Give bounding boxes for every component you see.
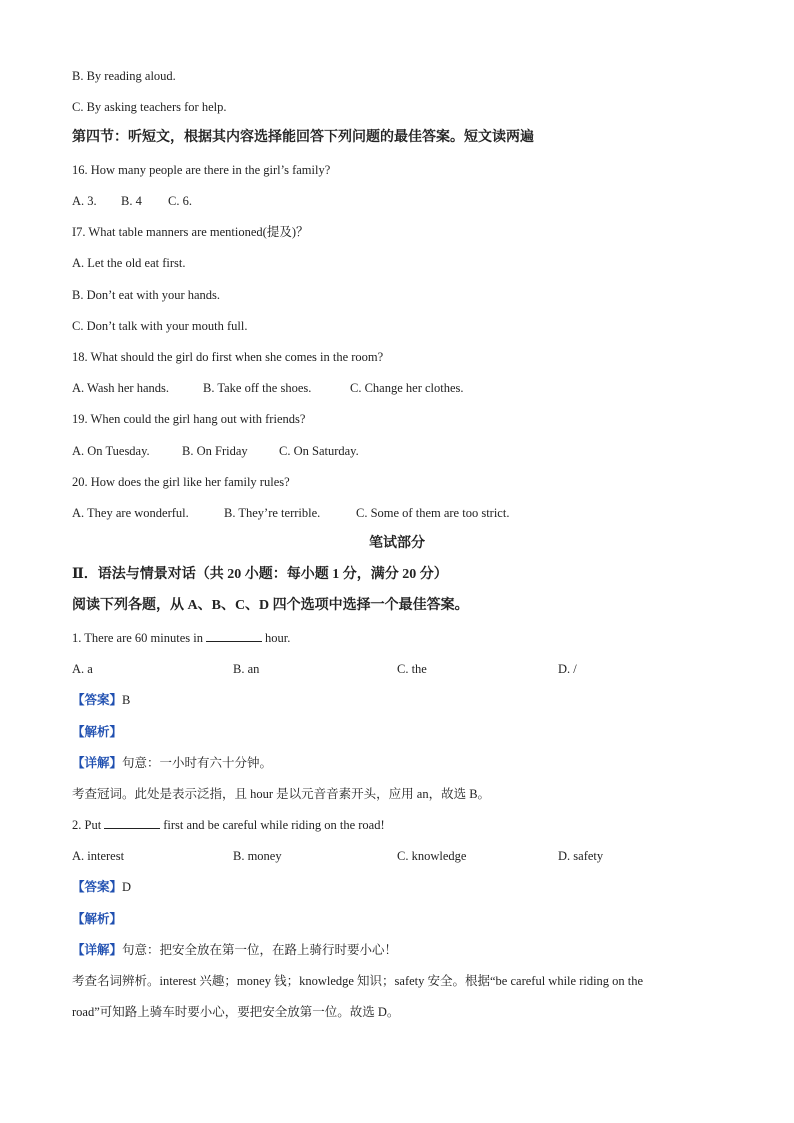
q16-option-a: A. 3. — [72, 194, 97, 208]
q1-answer-tag: 【答案】 — [72, 693, 123, 707]
q2-answer — [72, 879, 131, 895]
q18-option-a: A. Wash her hands. — [72, 381, 170, 395]
q1-stem — [72, 630, 290, 646]
q2-analysis — [72, 911, 122, 927]
q2-stem — [72, 817, 385, 833]
q2-detail-tag: 【详解】 — [72, 943, 123, 957]
q2-blank — [104, 817, 160, 829]
q20-stem: 20. How does the girl like her family rules? — [72, 475, 290, 489]
q1-detail — [72, 755, 272, 771]
section2-title: Ⅱ．语法与情景对话（共 20 小题：每小题 1 分，满分 20 分） — [72, 567, 448, 582]
q2-option-b: B. money — [233, 849, 282, 863]
q2-option-d: D. safety — [558, 849, 604, 863]
q18-stem: 18. What should the girl do first when she comes in the room? — [72, 350, 384, 364]
q17-option-c: C. Don’t talk with your mouth full. — [72, 319, 248, 333]
q20-option-a: A. They are wonderful. — [72, 506, 189, 520]
q1-option-b: B. an — [233, 662, 260, 676]
q2-detail-text: 句意：把安全放在第一位，在路上骑行时要小心！ — [122, 943, 398, 957]
q19-option-a: A. On Tuesday. — [72, 444, 150, 458]
q18-option-c: C. Change her clothes. — [350, 381, 464, 395]
q2-stem-before: 2. Put — [72, 818, 102, 832]
q2-answer-value: D — [122, 880, 132, 894]
q2-stem-after: first and be careful while riding on the road! — [163, 818, 385, 832]
section4-title: 第四节：听短文，根据其内容选择能回答下列问题的最佳答案。短文读两遍 — [72, 130, 534, 145]
q2-explanation-line1: 考查名词辨析。interest 兴趣；money 钱；knowledge 知识；safety 安全。根据“be careful while riding on the — [72, 974, 644, 988]
q1-stem-before: 1. There are 60 minutes in — [72, 631, 203, 645]
q19-option-b: B. On Friday — [182, 444, 248, 458]
q1-analysis — [72, 724, 122, 740]
q1-stem-after: hour. — [264, 631, 291, 645]
q19-option-c: C. On Saturday. — [279, 444, 359, 458]
q19-stem: 19. When could the girl hang out with friends? — [72, 412, 306, 426]
q15-option-b: B. By reading aloud. — [72, 69, 176, 83]
q2-detail — [72, 942, 397, 958]
q1-analysis-tag: 【解析】 — [72, 725, 123, 739]
q2-option-a: A. interest — [72, 849, 125, 863]
q1-answer — [72, 692, 130, 708]
q16-option-b: B. 4 — [121, 194, 142, 208]
q17-option-a: A. Let the old eat first. — [72, 256, 186, 270]
q1-detail-tag: 【详解】 — [72, 756, 123, 770]
q18-option-b: B. Take off the shoes. — [203, 381, 312, 395]
q2-explanation-line2: road”可知路上骑车时要小心，要把安全放第一位。故选 D。 — [72, 1005, 400, 1019]
q20-option-c: C. Some of them are too strict. — [356, 506, 510, 520]
q2-answer-tag: 【答案】 — [72, 880, 123, 894]
instruction: 阅读下列各题，从 A、B、C、D 四个选项中选择一个最佳答案。 — [72, 598, 469, 613]
q1-explanation: 考查冠词。此处是表示泛指，且 hour 是以元音音素开头，应用 an，故选 B。 — [72, 787, 491, 801]
q2-option-c: C. knowledge — [397, 849, 467, 863]
q16-stem: 16. How many people are there in the girl’s family? — [72, 163, 331, 177]
q1-answer-value: B — [122, 693, 131, 707]
q1-option-a: A. a — [72, 662, 93, 676]
q1-option-d: D. / — [558, 662, 577, 676]
q15-option-c: C. By asking teachers for help. — [72, 100, 227, 114]
q17-stem: I7. What table manners are mentioned(提及)？ — [72, 225, 309, 239]
q20-option-b: B. They’re terrible. — [224, 506, 321, 520]
q16-option-c: C. 6. — [168, 194, 192, 208]
written-part-title: 笔试部分 — [369, 536, 425, 551]
q17-option-b: B. Don’t eat with your hands. — [72, 288, 221, 302]
q1-blank — [206, 630, 262, 642]
q1-detail-text: 句意：一小时有六十分钟。 — [122, 756, 273, 770]
q2-analysis-tag: 【解析】 — [72, 912, 123, 926]
q1-option-c: C. the — [397, 662, 427, 676]
